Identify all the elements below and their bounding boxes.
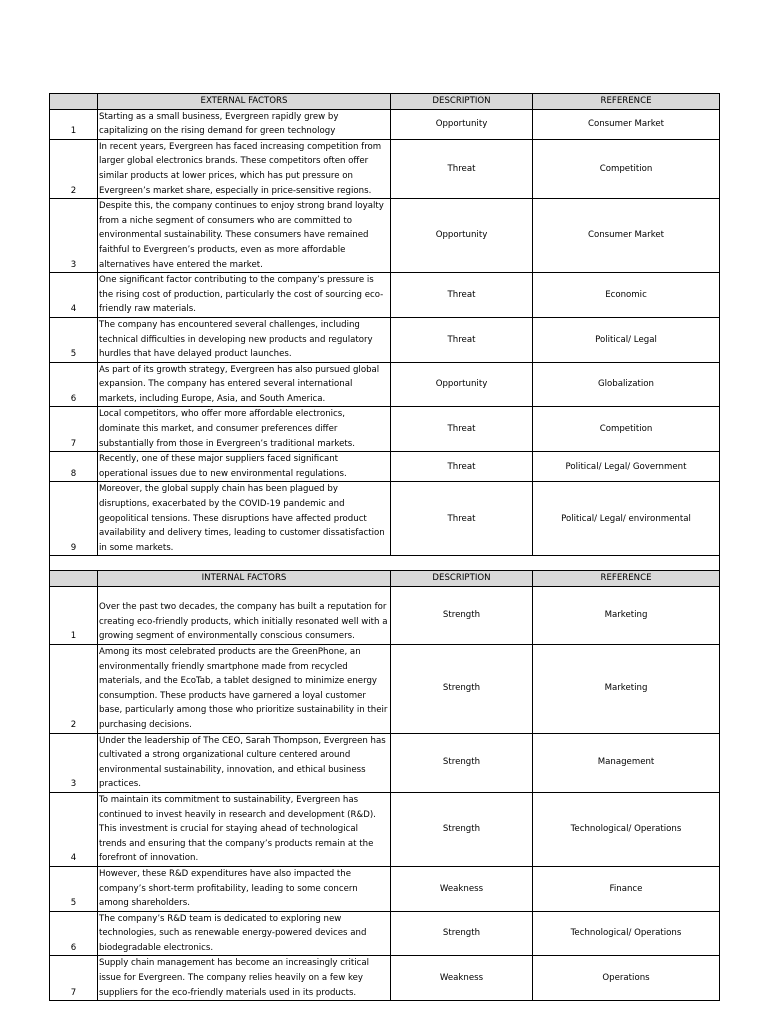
external-description-header: DESCRIPTION <box>391 94 533 110</box>
factor-text: One significant factor contributing to the company’s pressure is the rising cost of production, particularly the cost of sourcing eco-friendly raw materials. <box>98 273 391 318</box>
table-row <box>50 866 720 911</box>
external-factors-header-row <box>50 94 720 110</box>
factor-reference: Management <box>533 733 720 792</box>
row-number: 1 <box>50 109 98 139</box>
internal-number-header <box>50 571 98 587</box>
factor-text: Local competitors, who offer more affordable electronics, dominate this market, and consumer preferences differ substantially from those in Evergreen’s traditional markets. <box>98 407 391 452</box>
row-number: 3 <box>50 199 98 273</box>
factor-reference: Political/ Legal/ Government <box>533 452 720 482</box>
table-row <box>50 273 720 318</box>
row-number: 5 <box>50 866 98 911</box>
factor-reference: Competition <box>533 407 720 452</box>
factors-sheet <box>49 93 719 1001</box>
table-row <box>50 733 720 792</box>
external-number-header <box>50 94 98 110</box>
row-number: 9 <box>50 482 98 556</box>
factor-description: Threat <box>391 452 533 482</box>
factor-text: However, these R&D expenditures have also impacted the company’s short-term profitability, leading to some concern among shareholders. <box>98 866 391 911</box>
factor-description: Threat <box>391 273 533 318</box>
internal-reference-header: REFERENCE <box>533 571 720 587</box>
factor-text: Supply chain management has become an increasingly critical issue for Evergreen. The company relies heavily on a few key suppliers for the eco-friendly materials used in its products. <box>98 956 391 1001</box>
row-number: 7 <box>50 956 98 1001</box>
factor-description: Opportunity <box>391 362 533 407</box>
row-number: 6 <box>50 362 98 407</box>
factor-description: Opportunity <box>391 199 533 273</box>
factors-table <box>49 93 720 1001</box>
table-row <box>50 587 720 645</box>
table-row <box>50 362 720 407</box>
factor-reference: Consumer Market <box>533 109 720 139</box>
factor-description: Threat <box>391 482 533 556</box>
spacer-cell <box>50 556 720 571</box>
factor-description: Strength <box>391 645 533 734</box>
factor-text: Recently, one of these major suppliers faced significant operational issues due to new environmental regulations. <box>98 452 391 482</box>
table-row <box>50 139 720 198</box>
row-number: 8 <box>50 452 98 482</box>
row-number: 5 <box>50 317 98 362</box>
factor-text: To maintain its commitment to sustainability, Evergreen has continued to invest heavily in research and development (R&D). This investment is crucial for staying ahead of technological trends and ensuring that the company’s products remain at the forefront of innovation. <box>98 792 391 866</box>
factor-text: The company’s R&D team is dedicated to exploring new technologies, such as renewable energy-powered devices and biodegradable electronics. <box>98 911 391 956</box>
table-row <box>50 109 720 139</box>
factor-reference: Political/ Legal <box>533 317 720 362</box>
table-row <box>50 645 720 734</box>
factor-reference: Globalization <box>533 362 720 407</box>
factor-reference: Finance <box>533 866 720 911</box>
internal-factors-header: INTERNAL FACTORS <box>98 571 391 587</box>
factor-description: Strength <box>391 733 533 792</box>
internal-factors-header-row <box>50 571 720 587</box>
row-number: 6 <box>50 911 98 956</box>
factor-reference: Technological/ Operations <box>533 911 720 956</box>
external-reference-header: REFERENCE <box>533 94 720 110</box>
row-number: 7 <box>50 407 98 452</box>
factor-description: Threat <box>391 139 533 198</box>
factor-reference: Technological/ Operations <box>533 792 720 866</box>
table-row <box>50 956 720 1001</box>
row-number: 2 <box>50 645 98 734</box>
factor-reference: Economic <box>533 273 720 318</box>
factor-text: Starting as a small business, Evergreen rapidly grew by capitalizing on the rising demand for green technology <box>98 109 391 139</box>
table-row <box>50 911 720 956</box>
factor-text: The company has encountered several challenges, including technical difficulties in developing new products and regulatory hurdles that have delayed product launches. <box>98 317 391 362</box>
factor-description: Weakness <box>391 956 533 1001</box>
table-row <box>50 482 720 556</box>
factor-reference: Consumer Market <box>533 199 720 273</box>
factor-description: Weakness <box>391 866 533 911</box>
row-number: 4 <box>50 273 98 318</box>
row-number: 2 <box>50 139 98 198</box>
factor-description: Threat <box>391 407 533 452</box>
table-row <box>50 199 720 273</box>
factor-text: Moreover, the global supply chain has been plagued by disruptions, exacerbated by the COVID-19 pandemic and geopolitical tensions. These disruptions have affected product availability and delivery times, leading to customer dissatisfaction in some markets. <box>98 482 391 556</box>
factor-reference: Competition <box>533 139 720 198</box>
factor-reference: Marketing <box>533 587 720 645</box>
factor-description: Strength <box>391 792 533 866</box>
factor-reference: Marketing <box>533 645 720 734</box>
factor-text: Under the leadership of The CEO, Sarah Thompson, Evergreen has cultivated a strong organizational culture centered around environmental sustainability, innovation, and ethical business practices. <box>98 733 391 792</box>
table-row <box>50 452 720 482</box>
factor-text: Over the past two decades, the company has built a reputation for creating eco-friendly products, which initially resonated well with a growing segment of environmentally conscious consumers. <box>98 587 391 645</box>
factor-text: Despite this, the company continues to enjoy strong brand loyalty from a niche segment of consumers who are committed to environmental sustainability. These consumers have remained faithful to Evergreen’s products, even as more affordable alternatives have entered the market. <box>98 199 391 273</box>
factor-description: Opportunity <box>391 109 533 139</box>
row-number: 4 <box>50 792 98 866</box>
factor-text: In recent years, Evergreen has faced increasing competition from larger global electronics brands. These competitors often offer similar products at lower prices, which has put pressure on Evergreen’s market share, especially in price-sensitive regions. <box>98 139 391 198</box>
internal-description-header: DESCRIPTION <box>391 571 533 587</box>
external-factors-header: EXTERNAL FACTORS <box>98 94 391 110</box>
factor-reference: Operations <box>533 956 720 1001</box>
factor-text: Among its most celebrated products are the GreenPhone, an environmentally friendly smartphone made from recycled materials, and the EcoTab, a tablet designed to minimize energy consumption. These products have garnered a loyal customer base, particularly among those who prioritize sustainability in their purchasing decisions. <box>98 645 391 734</box>
factor-description: Threat <box>391 317 533 362</box>
table-row <box>50 792 720 866</box>
factor-reference: Political/ Legal/ environmental <box>533 482 720 556</box>
table-row <box>50 317 720 362</box>
factor-description: Strength <box>391 587 533 645</box>
factor-description: Strength <box>391 911 533 956</box>
row-number: 3 <box>50 733 98 792</box>
section-spacer-row <box>50 556 720 571</box>
row-number: 1 <box>50 587 98 645</box>
factor-text: As part of its growth strategy, Evergreen has also pursued global expansion. The company has entered several international markets, including Europe, Asia, and South America. <box>98 362 391 407</box>
factors-table-body <box>50 94 720 1001</box>
table-row <box>50 407 720 452</box>
